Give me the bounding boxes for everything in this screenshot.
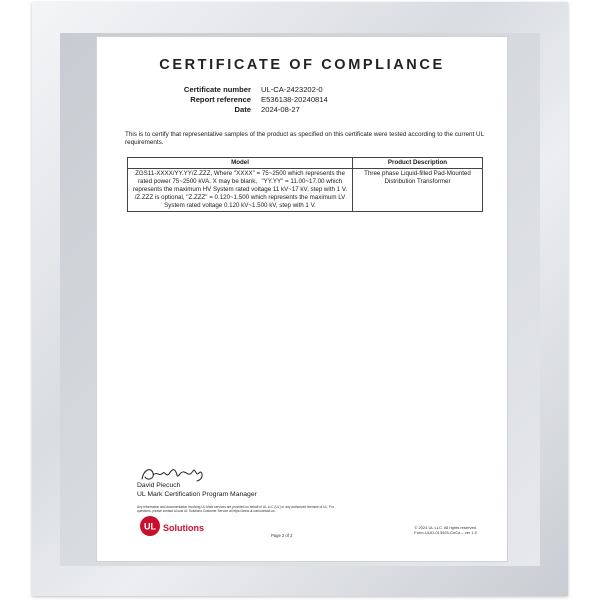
meta-value: E536138-20240814 [261, 95, 328, 104]
certificate-title: CERTIFICATE OF COMPLIANCE [159, 57, 445, 73]
description-cell: Three phase Liquid-filled Pad-Mounted Distribution Transformer [353, 169, 483, 212]
copyright-block [397, 525, 477, 535]
page-number: Page 2 of 2 [271, 533, 293, 538]
meta-label: Date [234, 105, 251, 114]
meta-value: UL-CA-2423202-0 [261, 85, 323, 94]
table-header-row [128, 158, 483, 169]
meta-row-certificate-number [97, 85, 507, 95]
meta-label: Certificate number [183, 85, 251, 94]
table-row [128, 169, 483, 212]
meta-value: 2024-08-27 [261, 105, 300, 114]
copyright-text: © 2024 UL LLC. All rights reserved. [414, 525, 477, 530]
meta-row-report-reference [97, 95, 507, 105]
column-header-description: Product Description [353, 158, 483, 169]
form-id: Form-ULID-013925-CoCa – ver 1.0 [414, 530, 477, 536]
signer-name: David Piecuch [137, 482, 181, 489]
model-cell: ZGS11-XXXX/YY.YY/Z.ZZZ, Where "XXXX" = 75~2500 which represents the rated power 75~2500 kVA. X may be blank、"YY.YY" = 11.00~17.00 which represents the maximum HV System rated voltage 11 kV~17 kV, step with 1 V. /Z.ZZZ is optional, "Z.ZZZ" = 0.120~1.500 which represents the maximum LV System rated voltage 0.120 kV~1.500 kV, step with 1 V. [128, 169, 353, 212]
meta-label: Report reference [190, 95, 251, 104]
meta-row-date [97, 105, 507, 115]
certificate-page [96, 36, 508, 562]
column-header-model: Model [128, 158, 353, 169]
logo-initials: UL [144, 521, 156, 532]
model-table [127, 157, 483, 212]
fine-print: Any information and documentation involving UL Mark services are provided on behalf of UL LLC (UL) or any authorized licensee of UL. For questions, please contact a local UL Solutions Customer Service at https://www.ul.com/contact-us. [137, 505, 334, 514]
logo-wordmark: Solutions [163, 523, 204, 533]
signer-title: UL Mark Certification Program Manager [137, 491, 257, 498]
intro-paragraph: This is to certify that representative samples of the product as specified on this certificate were tested according to the current UL requirements. [125, 131, 484, 147]
